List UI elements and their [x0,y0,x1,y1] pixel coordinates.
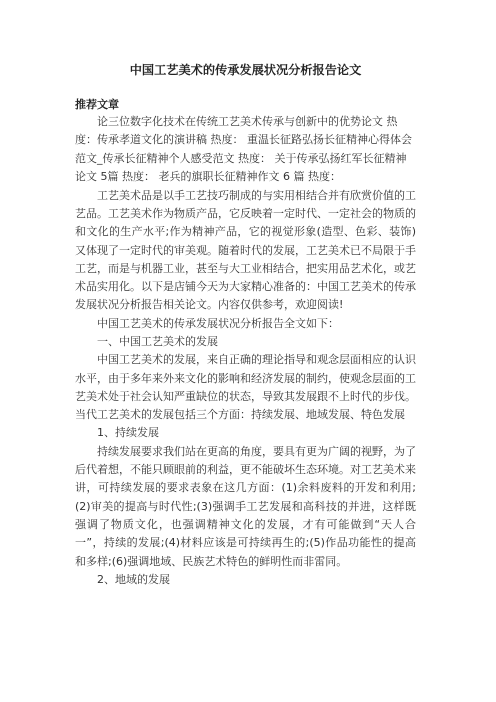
recommended-label: 推荐文章 [75,98,119,111]
full-text-lead: 中国工艺美术的传承发展状况分析报告全文如下： [97,316,339,330]
document-title: 中国工艺美术的传承发展状况分析报告论文 [129,63,362,77]
recommended-articles[interactable]: 论三位数字化技术在传统工艺美术传承与创新中的优势论文 热度：传承孝道文化的演讲稿 热度： 重温长征路弘扬长征精神心得体会范文_传承长征精神个人感受范文 热度： 关于传承弘扬红军长征精神论文 5篇 热度： 老兵的旗职长征精神作文 6 篇 热度： [75,115,412,184]
section-heading-development: 一、中国工艺美术的发展 [97,335,218,348]
development-paragraph: 中国工艺美术的发展，来自正确的理论指导和观念层面相应的认识水平，由于多年来外来文化的影响和经济发展的制约，使观念层面的工艺美术处于社会认知严重缺位的状态，导致其发展跟不上时代的步伐。当代工艺美术的发展包括三个方面：持续发展、地域发展、特色发展 [75,353,416,422]
subheading-sustainable: 1、持续发展 [97,426,159,440]
sustainable-paragraph: 持续发展要求我们站在更高的角度，要具有更为广阔的视野，为了后代着想，不能只顾眼前的利益，更不能破坏生态环境。对工艺美术来讲，可持续发展的要求表象在这几方面：(1)余料废料的开发和利用;(2)审美的提高与时代性;(3)强调手工艺发展和高科技的并进，这样既强调了物质文化，也强调精神文化的发展，才有可能做到“天人合一”，持续的发展;(4)材料应该是可持续再生的;(5)作品功能性的提高和多样;(6)强调地域、民族艺术特色的鲜明性而非雷同。 [75,444,416,568]
intro-paragraph: 工艺美术品是以手工艺技巧制成的与实用相结合并有欣赏价值的工艺品。工艺美术作为物质产品，它反映着一定时代、一定社会的物质的和文化的生产水平;作为精神产品，它的视觉形象(造型、色彩、装饰)又体现了一定时代的审美观。随着时代的发展，工艺美术已不局限于手工艺，而是与机器工业，甚至与大工业相结合，把实用品艺术化，或艺术品实用化。以下是店铺今天为大家精心准备的：中国工艺美术的传承发展状况分析报告相关论文。内容仅供参考，欢迎阅读! [75,188,416,312]
subheading-regional: 2、地域的发展 [97,572,170,586]
